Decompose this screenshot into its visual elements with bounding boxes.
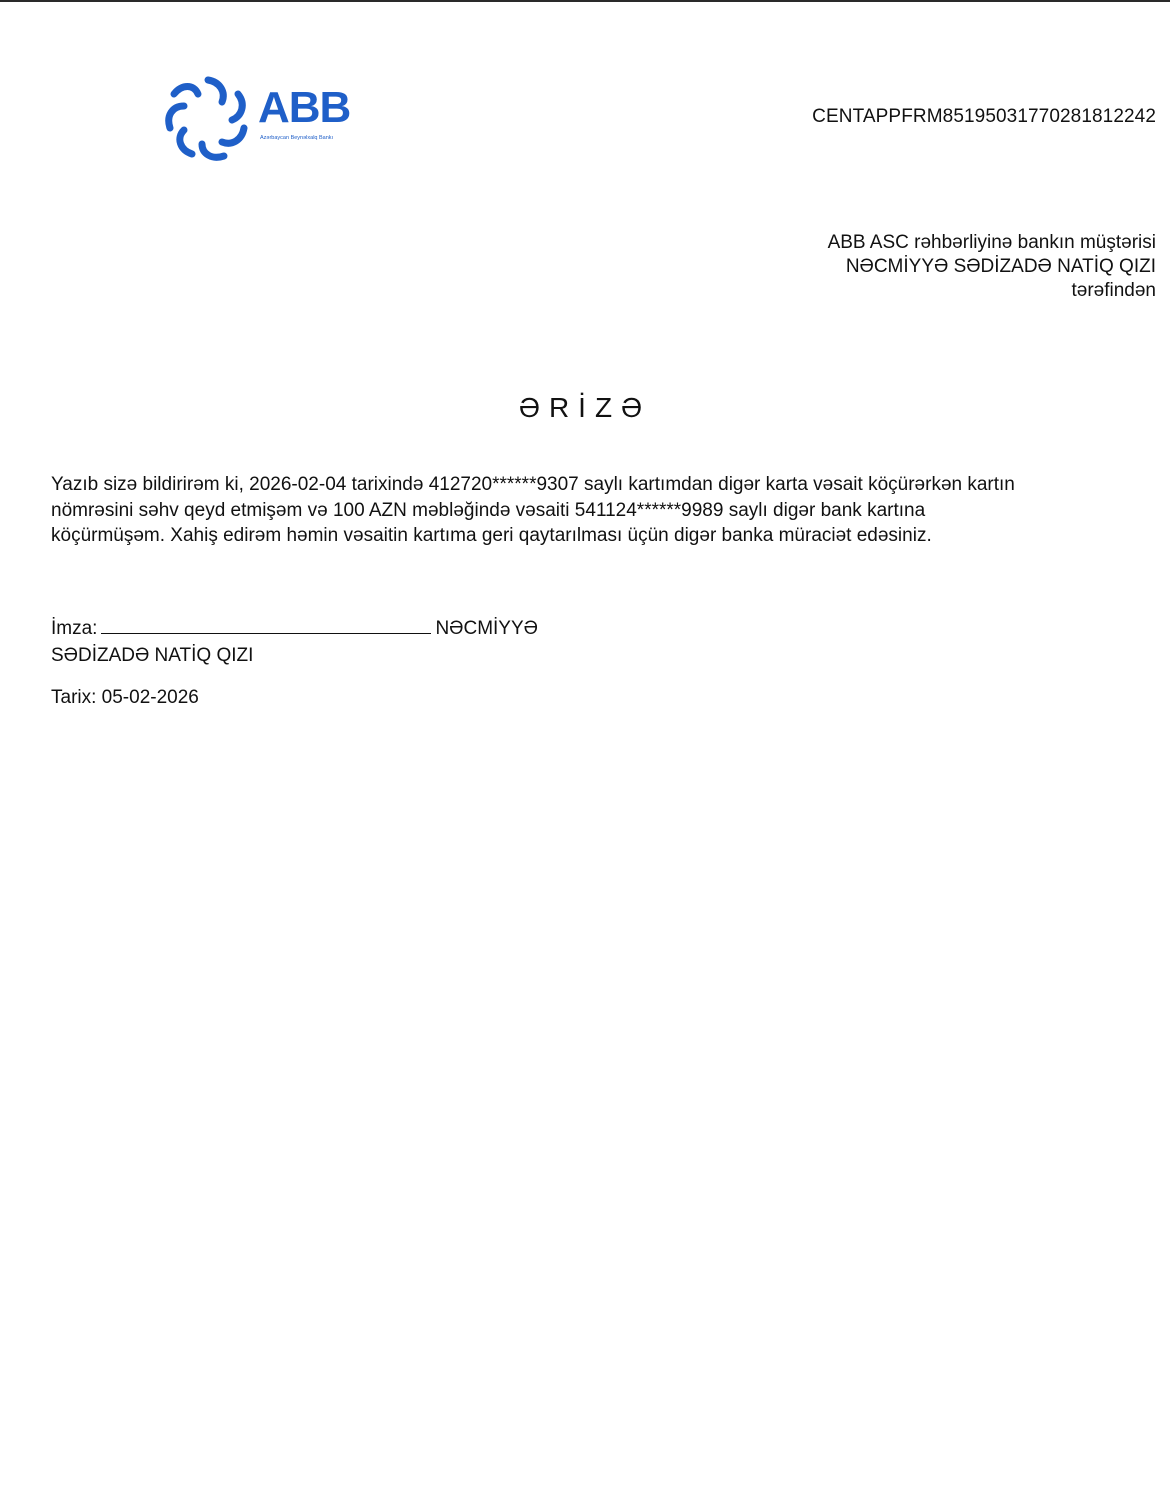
body-line: köçürmüşəm. Xahiş edirəm həmin vəsaitin kartıma geri qaytarılması üçün digər banka müraciət edəsiniz. (51, 525, 932, 546)
logo-brand-text: ABB (258, 83, 351, 132)
addressee-line: ABB ASC rəhbərliyinə bankın müştərisi (827, 232, 1156, 253)
document-code: CENTAPPFRM8519503177028181​2242 (812, 106, 1156, 127)
document-title: ƏRİZƏ (518, 392, 652, 423)
signature-line (101, 615, 431, 634)
signature-name-first: NƏCMİYYƏ (435, 618, 538, 639)
addressee-block (828, 231, 1156, 303)
signature-label: İmza: (51, 618, 98, 639)
date-line: Tarix: 05-02-2026 (51, 687, 199, 708)
top-border-line (0, 0, 1170, 2)
body-line: nömrəsini səhv qeyd etmişəm və 100 AZN məbləğində vəsaiti 541124******9989 saylı digər bank kartına (51, 499, 926, 521)
signature-block (51, 615, 538, 669)
signature-name-rest: SƏDİZADƏ NATİQ QIZI (51, 645, 254, 666)
logo-tagline: Azərbaycan Beynəlxalq Bankı (260, 135, 334, 141)
body-line: Yazıb sizə bildirirəm ki, 2026-02-04 tarixində 412720******9307 saylı kartımdan digər karta vəsait köçürərkən kartın (51, 474, 1015, 495)
addressee-line: tərəfindən (1071, 280, 1156, 301)
abb-logo (162, 72, 362, 167)
application-body (51, 472, 1151, 549)
addressee-name: NƏCMİYYƏ SƏDİZADƏ NATİQ QIZI (845, 256, 1156, 277)
abb-swirl-logo-icon (162, 72, 254, 164)
